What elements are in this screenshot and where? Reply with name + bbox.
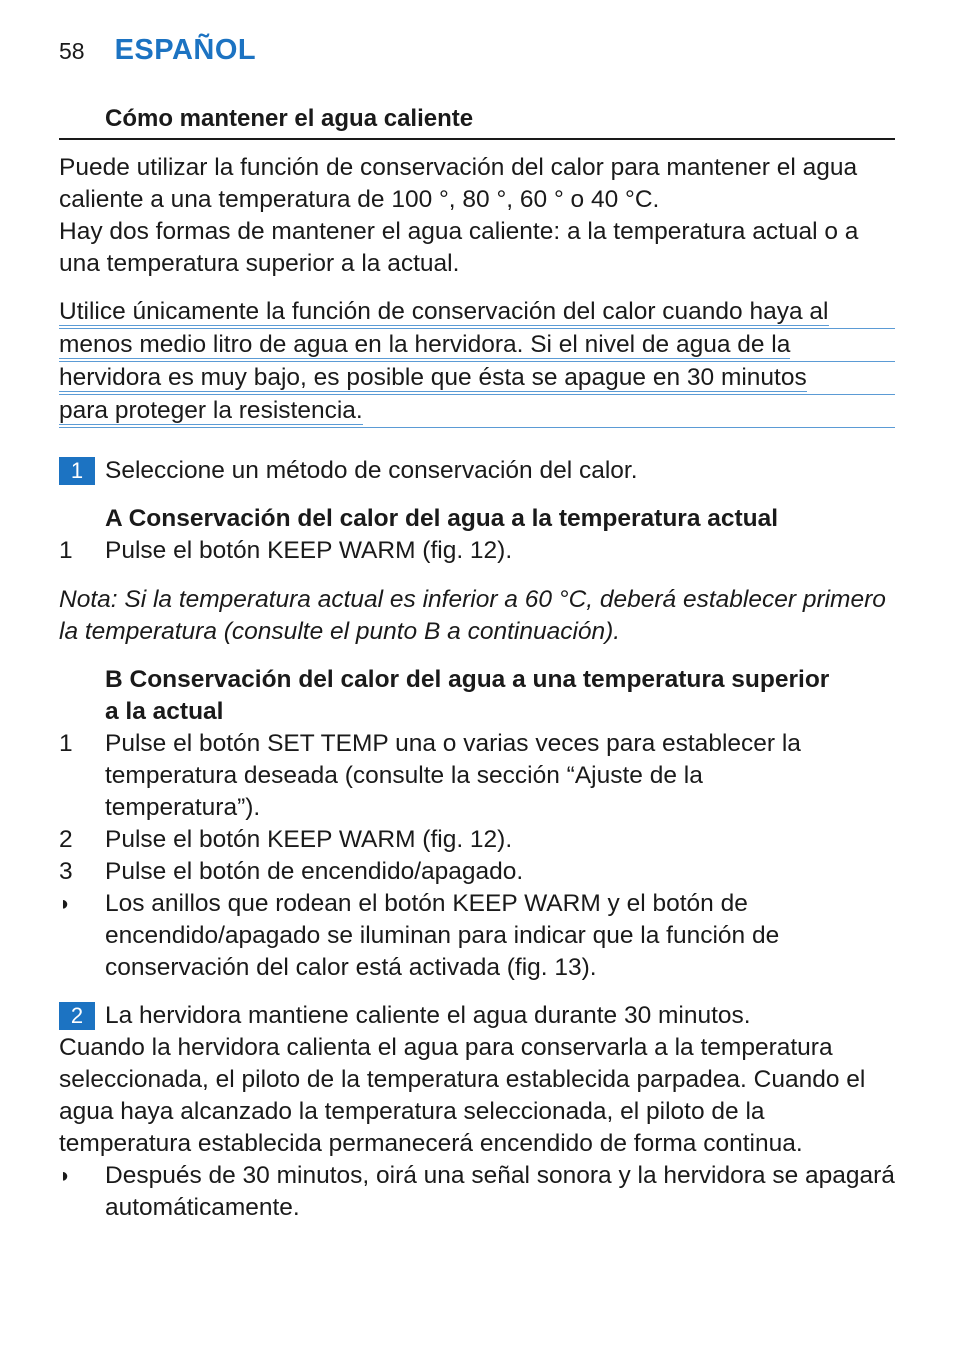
list-number: 1: [59, 730, 73, 757]
list-number: 2: [59, 826, 73, 853]
result-item: [59, 888, 895, 984]
warning-line-3: hervidora es muy bajo, es posible que ésta se apague en 30 minutos: [59, 364, 807, 391]
warning-box: [59, 296, 895, 428]
step-2-text: La hervidora mantiene caliente el agua durante 30 minutos.: [105, 1002, 751, 1029]
warning-line-2: menos medio litro de agua en la hervidora. Si el nivel de agua de la: [59, 331, 791, 358]
section-title: Cómo mantener el agua caliente: [59, 102, 895, 140]
warning-line-1: Utilice únicamente la función de conservación del calor cuando haya al: [59, 298, 829, 325]
step-1: [59, 455, 895, 487]
list-text: Pulse el botón SET TEMP una o varias veces para establecer la temperatura deseada (consulte la sección “Ajuste de la temperatura”).: [105, 730, 801, 821]
list-text: Pulse el botón KEEP WARM (fig. 12).: [105, 826, 513, 853]
result-text: Después de 30 minutos, oirá una señal sonora y la hervidora se apagará automáticamente.: [105, 1162, 895, 1221]
step-2-detail: Cuando la hervidora calienta el agua para conservarla a la temperatura seleccionada, el piloto de la temperatura establecida parpadea. Cuando el agua haya alcanzado la temperatura seleccionada, el piloto de la temperatura establecida permanecerá encendido de forma continua.: [59, 1034, 866, 1157]
list-text: Pulse el botón KEEP WARM (fig. 12).: [105, 537, 513, 564]
list-item: [59, 535, 895, 567]
step-badge-1: 1: [59, 457, 95, 485]
list-text: Pulse el botón de encendido/apagado.: [105, 858, 524, 885]
list-item: [59, 856, 895, 888]
page-header: [59, 34, 256, 74]
list-item: [59, 824, 895, 856]
result-arrow-icon: ◗: [59, 893, 72, 915]
method-b: [59, 664, 895, 984]
intro-text: [59, 152, 895, 280]
language-heading: ESPAÑOL: [114, 34, 257, 66]
note: Nota: Si la temperatura actual es inferior a 60 °C, deberá establecer primero la temperatura (consulte el punto B a continuación).: [59, 586, 886, 645]
result-text: Los anillos que rodean el botón KEEP WARM y el botón de encendido/apagado se iluminan para indicar que la función de conservación del calor está activada (fig. 13).: [105, 890, 780, 981]
step-2: [59, 1000, 895, 1224]
method-b-title: B Conservación del calor del agua a una temperatura superior a la actual: [105, 666, 830, 725]
method-a-title: A Conservación del calor del agua a la temperatura actual: [105, 505, 779, 532]
intro-paragraph-1: Puede utilizar la función de conservación del calor para mantener el agua caliente a una temperatura de 100 °, 80 °, 60 ° o 40 °C.: [59, 154, 858, 213]
list-item: [59, 728, 895, 824]
result-item: [59, 1160, 895, 1224]
list-number: 1: [59, 537, 73, 564]
result-arrow-icon: ◗: [59, 1165, 72, 1187]
page-number: 58: [59, 38, 85, 64]
step-badge-2: 2: [59, 1002, 95, 1030]
list-number: 3: [59, 858, 73, 885]
step-1-text: Seleccione un método de conservación del calor.: [105, 457, 638, 484]
method-a: [59, 503, 895, 567]
intro-paragraph-2: Hay dos formas de mantener el agua caliente: a la temperatura actual o a una temperatura superior a la actual.: [59, 218, 859, 277]
warning-line-4: para proteger la resistencia.: [59, 397, 363, 424]
